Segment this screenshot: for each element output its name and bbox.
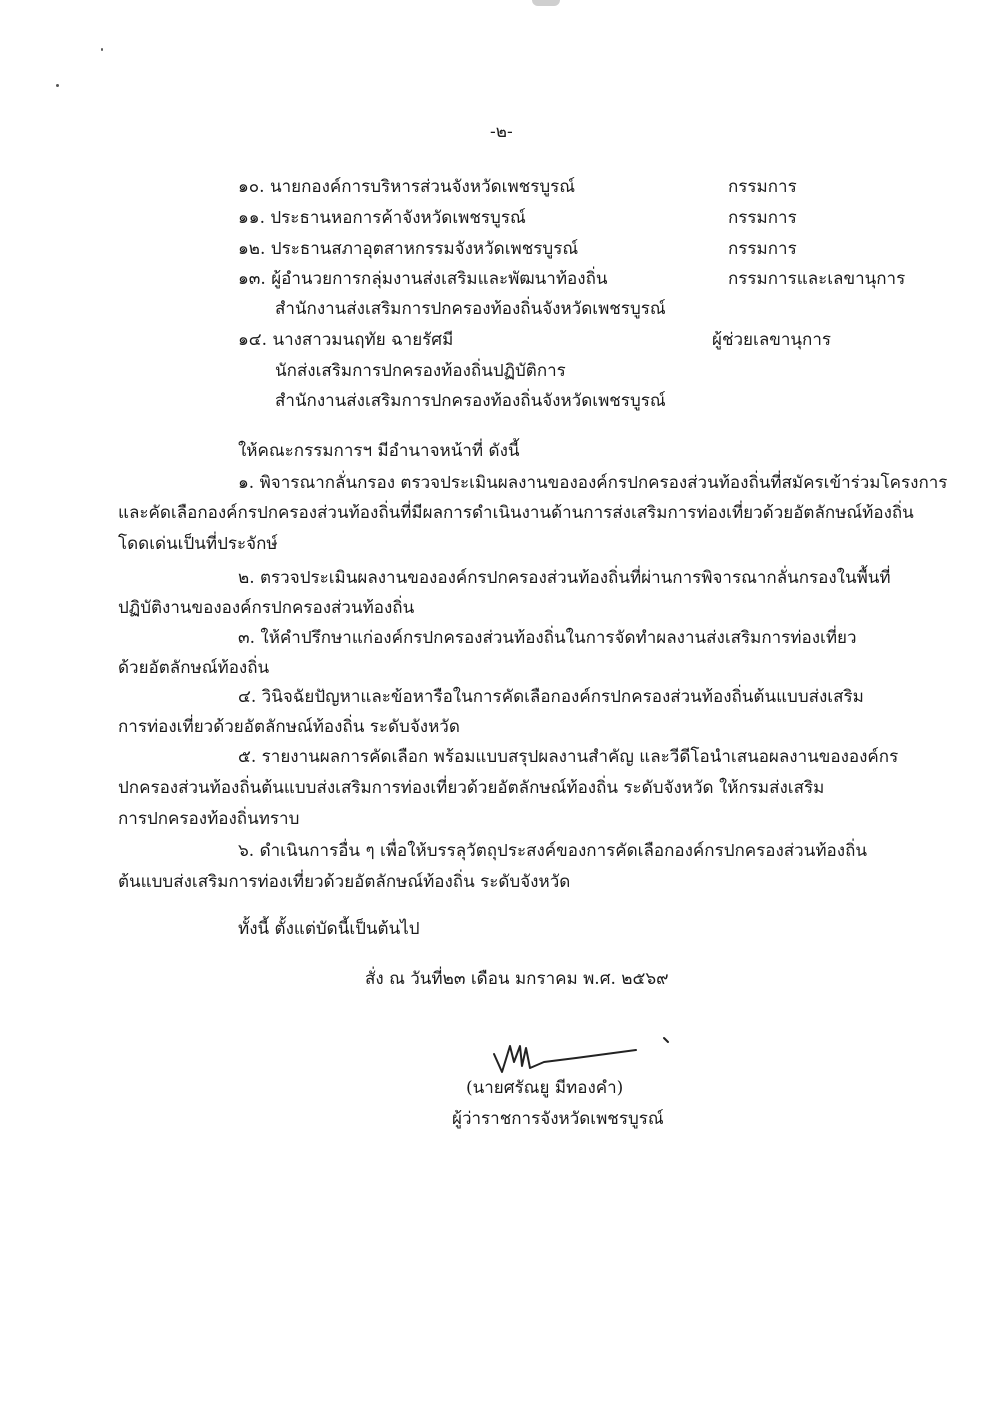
member-line: ๑๑. ประธานหอการค้าจังหวัดเพชรบูรณ์	[238, 208, 526, 228]
member-line: ๑๐. นายกองค์การบริหารส่วนจังหวัดเพชรบูรณ์	[238, 177, 576, 197]
member-role: กรรมการและเลขานุการ	[728, 269, 906, 289]
member-line: ๑๓. ผู้อำนวยการกลุ่มงานส่งเสริมและพัฒนาท้องถิ่น	[238, 269, 608, 289]
duty-line: ๒. ตรวจประเมินผลงานขององค์กรปกครองส่วนท้องถิ่นที่ผ่านการพิจารณากลั่นกรองในพื้นที่	[238, 568, 891, 588]
duty-line: ด้วยอัตลักษณ์ท้องถิ่น	[118, 658, 270, 678]
member-line: ๑๒. ประธานสภาอุตสาหกรรมจังหวัดเพชรบูรณ์	[238, 239, 579, 259]
effective-clause: ทั้งนี้ ตั้งแต่บัดนี้เป็นต้นไป	[238, 919, 420, 939]
duty-line: ๓. ให้คำปรึกษาแก่องค์กรปกครองส่วนท้องถิ่นในการจัดทำผลงานส่งเสริมการท่องเที่ยว	[238, 628, 857, 648]
member-role: กรรมการ	[728, 177, 797, 197]
member-line: นักส่งเสริมการปกครองท้องถิ่นปฏิบัติการ	[275, 361, 566, 381]
duty-line: ๕. รายงานผลการคัดเลือก พร้อมแบบสรุปผลงานสำคัญ และวีดีโอนำเสนอผลงานขององค์กร	[238, 747, 899, 767]
member-role: กรรมการ	[728, 239, 797, 259]
order-date: สั่ง ณ วันที่๒๓ เดือน มกราคม พ.ศ. ๒๕๖๙	[365, 969, 669, 989]
scan-mark	[532, 0, 560, 6]
duty-line: และคัดเลือกองค์กรปกครองส่วนท้องถิ่นที่มีผลการดำเนินงานด้านการส่งเสริมการท่องเที่ยวด้วยอัตลักษณ์ท้องถิ่น	[118, 503, 914, 523]
duty-line: การท่องเที่ยวด้วยอัตลักษณ์ท้องถิ่น ระดับจังหวัด	[118, 717, 460, 737]
member-line: สำนักงานส่งเสริมการปกครองท้องถิ่นจังหวัดเพชรบูรณ์	[275, 299, 666, 319]
signature-image	[486, 1032, 686, 1082]
duties-intro: ให้คณะกรรมการฯ มีอำนาจหน้าที่ ดังนี้	[238, 441, 520, 461]
scan-speck	[101, 48, 103, 51]
duty-line: ต้นแบบส่งเสริมการท่องเที่ยวด้วยอัตลักษณ์ท้องถิ่น ระดับจังหวัด	[118, 872, 571, 892]
member-line: ๑๔. นางสาวมนฤทัย ฉายรัศมี	[238, 330, 454, 350]
duty-line: ปกครองส่วนท้องถิ่นต้นแบบส่งเสริมการท่องเที่ยวด้วยอัตลักษณ์ท้องถิ่น ระดับจังหวัด ให้กรมส่งเสริม	[118, 778, 825, 798]
scan-speck	[56, 84, 59, 87]
member-role: ผู้ช่วยเลขานุการ	[712, 330, 831, 350]
signer-title: ผู้ว่าราชการจังหวัดเพชรบูรณ์	[452, 1109, 664, 1129]
duty-line: ๑. พิจารณากลั่นกรอง ตรวจประเมินผลงานขององค์กรปกครองส่วนท้องถิ่นที่สมัครเข้าร่วมโครงการ	[238, 473, 948, 493]
member-line: สำนักงานส่งเสริมการปกครองท้องถิ่นจังหวัดเพชรบูรณ์	[275, 391, 666, 411]
duty-line: ๖. ดำเนินการอื่น ๆ เพื่อให้บรรลุวัตถุประสงค์ของการคัดเลือกองค์กรปกครองส่วนท้องถิ่น	[238, 841, 867, 861]
duty-line: โดดเด่นเป็นที่ประจักษ์	[118, 534, 278, 554]
duty-line: การปกครองท้องถิ่นทราบ	[118, 809, 300, 829]
duty-line: ปฏิบัติงานขององค์กรปกครองส่วนท้องถิ่น	[118, 598, 415, 618]
member-role: กรรมการ	[728, 208, 797, 228]
page-number: -๒-	[490, 122, 513, 142]
duty-line: ๔. วินิจฉัยปัญหาและข้อหารือในการคัดเลือกองค์กรปกครองส่วนท้องถิ่นต้นแบบส่งเสริม	[238, 687, 864, 707]
signer-name: (นายศรัณยู มีทองคำ)	[466, 1078, 624, 1098]
